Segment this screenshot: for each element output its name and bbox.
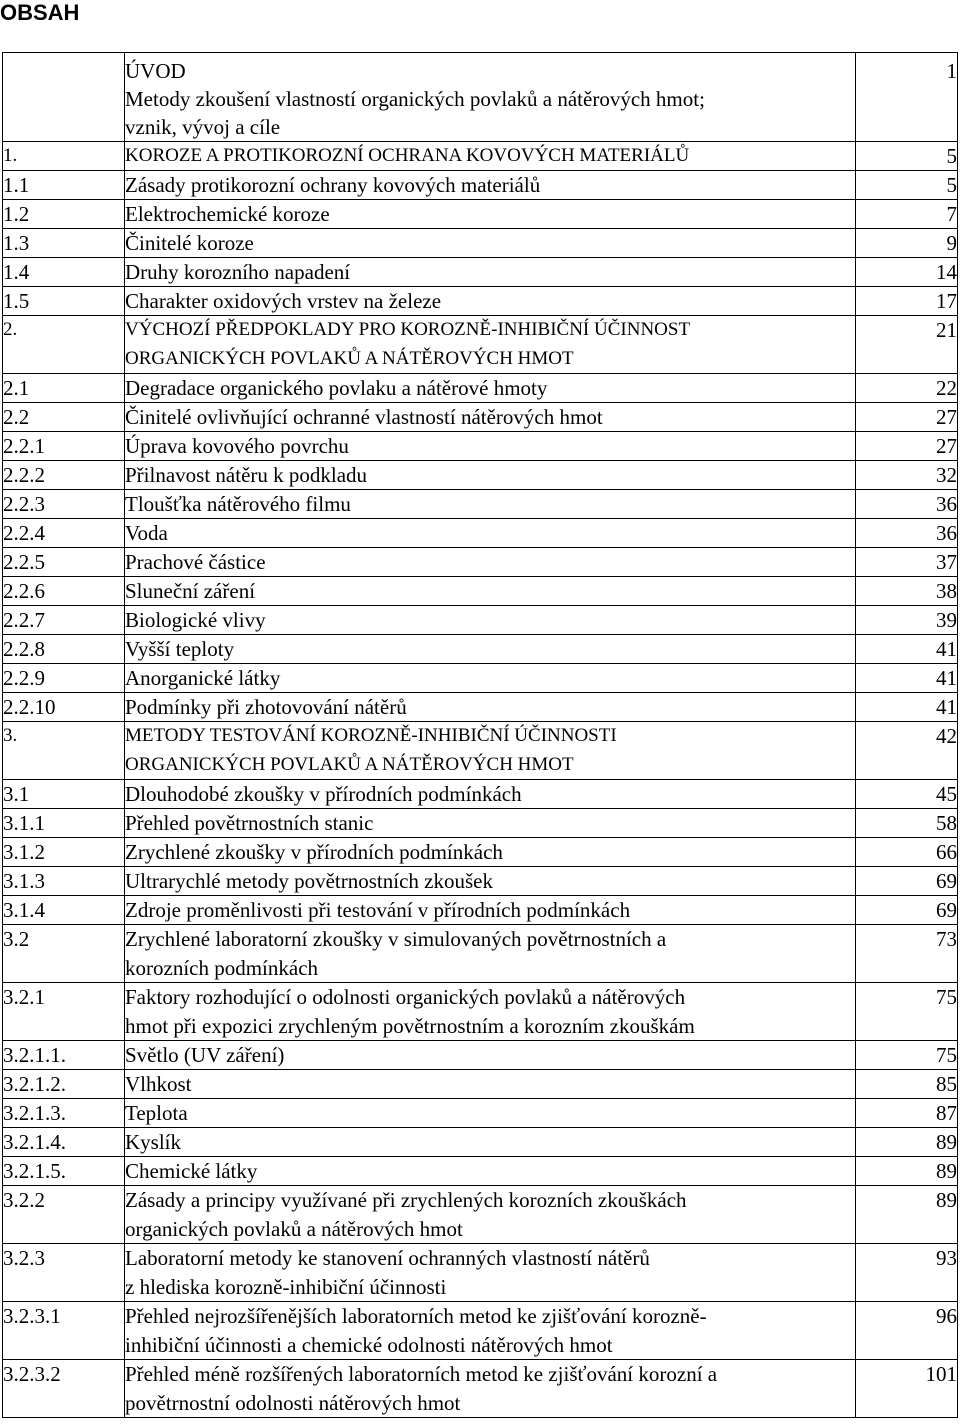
toc-title-line: z hlediska korozně-inhibiční účinnosti <box>125 1274 447 1299</box>
toc-page-number: 75 <box>856 983 958 1041</box>
toc-number: 2.2.9 <box>3 664 125 693</box>
toc-number: 3.2.1.4. <box>3 1128 125 1157</box>
toc-page-number: 41 <box>856 693 958 722</box>
toc-number: 3.1 <box>3 780 125 809</box>
toc-page-number: 17 <box>856 287 958 316</box>
toc-row <box>3 635 958 664</box>
toc-title-line: Přehled méně rozšířených laboratorních metod ke zjišťování korozní a <box>125 1362 718 1386</box>
toc-title-line: Faktory rozhodující o odolnosti organických povlaků a nátěrových <box>125 985 686 1009</box>
toc-page-number: 21 <box>856 316 958 374</box>
toc-row <box>3 577 958 606</box>
toc-number: 2.2.8 <box>3 635 125 664</box>
toc-title-line: Sluneční záření <box>125 579 256 603</box>
toc-number: 3.2.3 <box>3 1244 125 1302</box>
toc-title-line: Metody zkoušení vlastností organických povlaků a nátěrových hmot; <box>125 87 705 111</box>
toc-page-number: 41 <box>856 635 958 664</box>
toc-page-number: 41 <box>856 664 958 693</box>
toc-title <box>125 1070 856 1099</box>
toc-title-line: Tloušťka nátěrového filmu <box>125 492 351 516</box>
toc-number: 1.1 <box>3 171 125 200</box>
toc-title <box>125 548 856 577</box>
toc-page-number: 89 <box>856 1186 958 1244</box>
toc-page-number: 27 <box>856 432 958 461</box>
toc-title-line: Úprava kovového povrchu <box>125 434 349 458</box>
toc-row-intro <box>3 53 958 142</box>
toc-row <box>3 142 958 171</box>
toc-row <box>3 490 958 519</box>
toc-row <box>3 287 958 316</box>
toc-title <box>125 809 856 838</box>
toc-title-line: Chemické látky <box>125 1159 258 1183</box>
toc-title <box>125 838 856 867</box>
toc-title-line: ORGANICKÝCH POVLAKŮ A NÁTĚROVÝCH HMOT <box>125 753 574 775</box>
toc-number: 1.2 <box>3 200 125 229</box>
toc-title <box>125 374 856 403</box>
toc-page-number: 66 <box>856 838 958 867</box>
toc-row <box>3 1128 958 1157</box>
toc-page-number: 9 <box>856 229 958 258</box>
toc-page-number: 36 <box>856 490 958 519</box>
toc-row <box>3 548 958 577</box>
toc-row <box>3 1360 958 1418</box>
toc-number: 2.2.7 <box>3 606 125 635</box>
toc-title-line: METODY TESTOVÁNÍ KOROZNĚ-INHIBIČNÍ ÚČINNOSTI <box>125 725 617 746</box>
toc-row <box>3 200 958 229</box>
toc-row <box>3 1302 958 1360</box>
toc-number: 3.2.1.1. <box>3 1041 125 1070</box>
toc-title-line: Biologické vlivy <box>125 608 266 632</box>
toc-page-number: 1 <box>856 53 958 142</box>
toc-title <box>125 693 856 722</box>
toc-page-number: 37 <box>856 548 958 577</box>
toc-page-number: 45 <box>856 780 958 809</box>
toc-page-number: 96 <box>856 1302 958 1360</box>
toc-row <box>3 664 958 693</box>
toc-title <box>125 1360 856 1418</box>
toc-number: 3.2.1.3. <box>3 1099 125 1128</box>
toc-title-line: Laboratorní metody ke stanovení ochranných vlastností nátěrů <box>125 1246 650 1270</box>
toc-title <box>125 780 856 809</box>
toc-number: 3.2.1.5. <box>3 1157 125 1186</box>
toc-title-line: Kyslík <box>125 1130 182 1154</box>
toc-title-line: korozních podmínkách <box>125 955 319 980</box>
toc-title <box>125 577 856 606</box>
toc-row <box>3 896 958 925</box>
toc-title-line: Světlo (UV záření) <box>125 1043 285 1067</box>
toc-title <box>125 316 856 374</box>
toc-title-line: inhibiční účinnosti a chemické odolnosti nátěrových hmot <box>125 1332 613 1357</box>
toc-row <box>3 258 958 287</box>
toc-number: 2.2.10 <box>3 693 125 722</box>
toc-page-number: 75 <box>856 1041 958 1070</box>
toc-title <box>125 171 856 200</box>
toc-title <box>125 606 856 635</box>
toc-row <box>3 432 958 461</box>
toc-number: 3.1.1 <box>3 809 125 838</box>
toc-page-number: 5 <box>856 142 958 171</box>
toc-row <box>3 838 958 867</box>
toc-row <box>3 1041 958 1070</box>
toc-title-line: Dlouhodobé zkoušky v přírodních podmínkách <box>125 782 522 806</box>
toc-number: 3.2.3.1 <box>3 1302 125 1360</box>
toc-title-line: Podmínky při zhotovování nátěrů <box>125 695 407 719</box>
toc-page-number: 58 <box>856 809 958 838</box>
toc-page-number: 69 <box>856 896 958 925</box>
toc-number: 2.1 <box>3 374 125 403</box>
toc-table <box>2 52 958 1418</box>
toc-title-line: Přehled povětrnostních stanic <box>125 811 374 835</box>
toc-page-number: 69 <box>856 867 958 896</box>
toc-title-line: VÝCHOZÍ PŘEDPOKLADY PRO KOROZNĚ-INHIBIČNÍ ÚČINNOST <box>125 319 691 340</box>
toc-title-line: Druhy korozního napadení <box>125 260 351 284</box>
toc-title-line: povětrnostní odolnosti nátěrových hmot <box>125 1390 461 1415</box>
toc-row <box>3 1157 958 1186</box>
toc-title <box>125 983 856 1041</box>
toc-title <box>125 1302 856 1360</box>
toc-title-line: KOROZE A PROTIKOROZNÍ OCHRANA KOVOVÝCH MATERIÁLŮ <box>125 145 690 166</box>
toc-title <box>125 867 856 896</box>
toc-number: 2.2.2 <box>3 461 125 490</box>
toc-number: 3.1.3 <box>3 867 125 896</box>
toc-title-line: Elektrochemické koroze <box>125 202 330 226</box>
toc-number: 3.1.4 <box>3 896 125 925</box>
toc-page-number: 14 <box>856 258 958 287</box>
toc-title <box>125 432 856 461</box>
toc-title <box>125 461 856 490</box>
toc-page-number: 89 <box>856 1157 958 1186</box>
toc-title-line: Zásady protikorozní ochrany kovových materiálů <box>125 173 541 197</box>
toc-number: 3.1.2 <box>3 838 125 867</box>
toc-title <box>125 142 856 171</box>
toc-row <box>3 606 958 635</box>
toc-number: 3. <box>3 722 125 780</box>
toc-row <box>3 461 958 490</box>
toc-title <box>125 490 856 519</box>
toc-row <box>3 925 958 983</box>
toc-title-line: organických povlaků a nátěrových hmot <box>125 1216 463 1241</box>
toc-page-number: 42 <box>856 722 958 780</box>
toc-page-number: 27 <box>856 403 958 432</box>
toc-title-line: ORGANICKÝCH POVLAKŮ A NÁTĚROVÝCH HMOT <box>125 347 574 369</box>
toc-title-line: Činitelé ovlivňující ochranné vlastností nátěrových hmot <box>125 405 603 429</box>
toc-title-line: Zásady a principy využívané při zrychlených korozních zkouškách <box>125 1188 687 1212</box>
toc-number: 2.2.4 <box>3 519 125 548</box>
toc-row <box>3 519 958 548</box>
toc-row <box>3 1186 958 1244</box>
toc-title-line: Přilnavost nátěru k podkladu <box>125 463 368 487</box>
toc-row <box>3 171 958 200</box>
toc-title <box>125 229 856 258</box>
toc-title-line: Vlhkost <box>125 1072 192 1096</box>
toc-number: 3.2.1.2. <box>3 1070 125 1099</box>
toc-row <box>3 1244 958 1302</box>
toc-title <box>125 925 856 983</box>
toc-number: 1. <box>3 142 125 171</box>
toc-title-line: Teplota <box>125 1101 188 1125</box>
toc-title-line: Anorganické látky <box>125 666 281 690</box>
toc-page-number: 89 <box>856 1128 958 1157</box>
toc-number: 2.2.5 <box>3 548 125 577</box>
toc-number: 3.2.2 <box>3 1186 125 1244</box>
toc-title <box>125 403 856 432</box>
toc-number: 1.3 <box>3 229 125 258</box>
toc-title-line: Přehled nejrozšířenějších laboratorních metod ke zjišťování korozně- <box>125 1304 707 1328</box>
toc-title <box>125 896 856 925</box>
toc-title <box>125 635 856 664</box>
toc-page-number: 39 <box>856 606 958 635</box>
toc-row <box>3 1070 958 1099</box>
toc-row <box>3 1099 958 1128</box>
toc-title <box>125 664 856 693</box>
toc-title-line: ÚVOD <box>125 59 186 83</box>
toc-page-number: 93 <box>856 1244 958 1302</box>
toc-title-line: Voda <box>125 521 168 545</box>
toc-row <box>3 403 958 432</box>
toc-title <box>125 1041 856 1070</box>
toc-number: 2. <box>3 316 125 374</box>
toc-number: 2.2 <box>3 403 125 432</box>
toc-title <box>125 519 856 548</box>
toc-row <box>3 809 958 838</box>
toc-number: 2.2.3 <box>3 490 125 519</box>
toc-title-line: vznik, vývoj a cíle <box>125 115 281 139</box>
toc-number: 2.2.6 <box>3 577 125 606</box>
toc-row <box>3 722 958 780</box>
toc-page-number: 5 <box>856 171 958 200</box>
toc-row <box>3 867 958 896</box>
toc-title-line: Vyšší teploty <box>125 637 235 661</box>
toc-page-number: 22 <box>856 374 958 403</box>
toc-row <box>3 983 958 1041</box>
toc-title <box>125 1157 856 1186</box>
toc-number: 3.2 <box>3 925 125 983</box>
toc-title-line: Degradace organického povlaku a nátěrové hmoty <box>125 376 548 400</box>
toc-page-number: 87 <box>856 1099 958 1128</box>
toc-title <box>125 1099 856 1128</box>
toc-heading: OBSAH <box>0 0 80 25</box>
toc-title <box>125 1186 856 1244</box>
toc-title <box>125 1128 856 1157</box>
toc-number: 1.5 <box>3 287 125 316</box>
toc-page-number: 36 <box>856 519 958 548</box>
toc-title <box>125 287 856 316</box>
toc-title-line: Zrychlené laboratorní zkoušky v simulovaných povětrnostních a <box>125 927 667 951</box>
toc-title-line: Činitelé koroze <box>125 231 254 255</box>
toc-number: 3.2.1 <box>3 983 125 1041</box>
toc-page-number: 7 <box>856 200 958 229</box>
toc-page-number: 38 <box>856 577 958 606</box>
toc-title-line: Zdroje proměnlivosti při testování v přírodních podmínkách <box>125 898 631 922</box>
toc-page-number: 73 <box>856 925 958 983</box>
toc-number <box>3 53 125 142</box>
toc-row <box>3 693 958 722</box>
toc-title-line: Prachové částice <box>125 550 266 574</box>
toc-title <box>125 722 856 780</box>
toc-body <box>3 53 958 1418</box>
toc-page-number: 32 <box>856 461 958 490</box>
toc-title <box>125 200 856 229</box>
toc-row <box>3 316 958 374</box>
toc-page-number: 85 <box>856 1070 958 1099</box>
toc-title <box>125 258 856 287</box>
toc-page-number: 101 <box>856 1360 958 1418</box>
toc-row <box>3 780 958 809</box>
toc-number: 3.2.3.2 <box>3 1360 125 1418</box>
toc-number: 2.2.1 <box>3 432 125 461</box>
toc-title-line: Charakter oxidových vrstev na železe <box>125 289 442 313</box>
toc-title-line: Zrychlené zkoušky v přírodních podmínkách <box>125 840 503 864</box>
toc-title <box>125 53 856 142</box>
toc-title <box>125 1244 856 1302</box>
toc-row <box>3 229 958 258</box>
toc-title-line: Ultrarychlé metody povětrnostních zkoušek <box>125 869 493 893</box>
toc-row <box>3 374 958 403</box>
toc-number: 1.4 <box>3 258 125 287</box>
toc-title-line: hmot při expozici zrychleným povětrnostním a korozním zkouškám <box>125 1013 695 1038</box>
